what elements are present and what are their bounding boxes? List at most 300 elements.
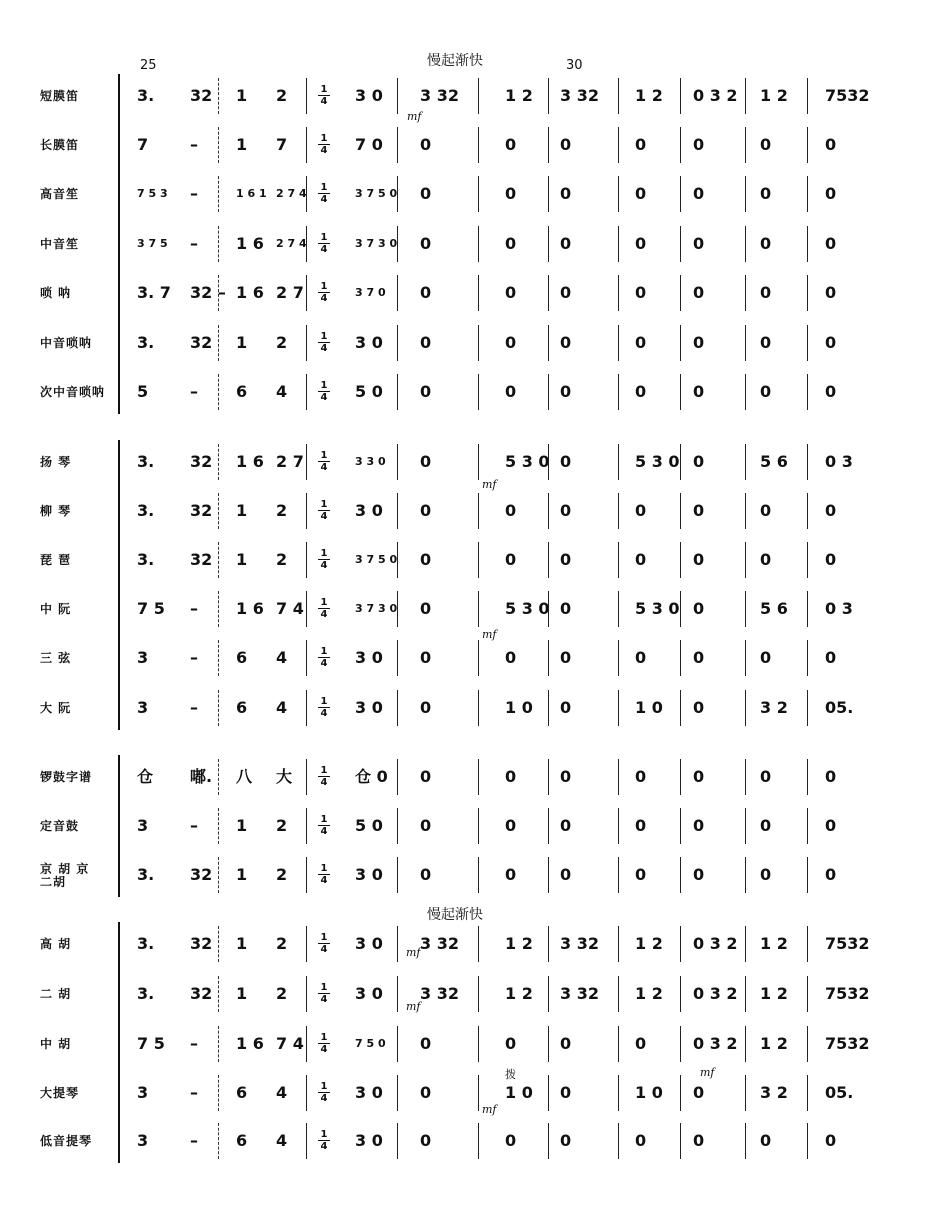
time-signature — [318, 597, 330, 620]
note-cell: 1 0 — [505, 698, 533, 717]
instrument-label: 中音唢呐 — [40, 336, 93, 350]
barline — [478, 808, 479, 844]
note-cell: 0 — [825, 135, 837, 154]
time-signature-denominator: 4 — [318, 776, 330, 788]
barline — [218, 542, 219, 578]
note-cell: 0 — [825, 865, 837, 884]
note-cell: 2 7 — [276, 452, 304, 471]
note-cell: 0 — [560, 452, 572, 471]
note-cell: 八 — [236, 767, 253, 786]
barline — [807, 976, 808, 1012]
barline — [397, 690, 398, 726]
time-signature-numerator: 1 — [320, 84, 328, 95]
barline — [397, 374, 398, 410]
instrument-label: 中音笙 — [40, 237, 80, 251]
note-cell: – — [190, 234, 198, 253]
barline — [306, 976, 307, 1012]
note-cell: 7 4 — [276, 1034, 304, 1053]
note-cell: 0 — [420, 865, 432, 884]
note-cell: 仓 — [137, 767, 154, 786]
barline — [548, 275, 549, 311]
barline — [306, 1075, 307, 1111]
barline — [397, 275, 398, 311]
note-cell: 1 — [236, 135, 248, 154]
note-cell: 3 0 — [355, 648, 383, 667]
note-cell: 0 — [693, 382, 705, 401]
barline — [680, 640, 681, 676]
barline — [306, 1026, 307, 1062]
barline — [478, 374, 479, 410]
barline — [745, 759, 746, 795]
time-signature — [318, 646, 330, 669]
note-cell: 3 — [137, 1131, 149, 1150]
note-cell: 2 — [276, 984, 288, 1003]
note-cell: 3 7 5 — [137, 237, 168, 250]
section-brace — [118, 922, 120, 1163]
note-cell: 32 — [190, 865, 213, 884]
note-cell: 0 3 — [825, 452, 853, 471]
barline — [618, 591, 619, 627]
note-cell: 1 6 — [236, 452, 264, 471]
note-cell: 3 0 — [355, 1131, 383, 1150]
time-signature-numerator: 1 — [320, 863, 328, 874]
time-signature-denominator: 4 — [318, 95, 330, 107]
barline — [680, 1075, 681, 1111]
barline — [218, 226, 219, 262]
note-cell: 0 — [760, 333, 772, 352]
instrument-label: 低音提琴 — [40, 1134, 93, 1148]
note-cell: 0 — [420, 184, 432, 203]
barline — [680, 857, 681, 893]
time-signature-denominator: 4 — [318, 657, 330, 669]
barline — [548, 976, 549, 1012]
note-cell: 0 3 2 — [693, 934, 738, 953]
instrument-label: 次中音唢呐 — [40, 385, 106, 399]
note-cell: 0 — [505, 382, 517, 401]
barline — [618, 493, 619, 529]
note-cell: – — [190, 1034, 198, 1053]
note-cell: 0 — [420, 767, 432, 786]
note-cell: 0 — [693, 1131, 705, 1150]
note-cell: 3 0 — [355, 1083, 383, 1102]
note-cell: 0 — [420, 816, 432, 835]
note-cell: 1 — [236, 333, 248, 352]
barline — [745, 176, 746, 212]
barline — [745, 976, 746, 1012]
pizzicato-mark: 拨 — [505, 1068, 516, 1081]
barline — [306, 127, 307, 163]
barline — [478, 926, 479, 962]
note-cell: 0 — [760, 234, 772, 253]
barline — [618, 690, 619, 726]
barline — [548, 493, 549, 529]
time-signature-numerator: 1 — [320, 499, 328, 510]
barline — [745, 857, 746, 893]
barline — [618, 1026, 619, 1062]
note-cell: 0 — [693, 333, 705, 352]
note-cell: 0 — [560, 501, 572, 520]
barline — [397, 808, 398, 844]
barline — [478, 275, 479, 311]
note-cell: 7 — [276, 135, 288, 154]
note-cell: 3. — [137, 984, 155, 1003]
dynamic-mf: mf — [407, 110, 422, 123]
note-cell: 1 2 — [760, 1034, 788, 1053]
barline — [618, 374, 619, 410]
barline — [397, 325, 398, 361]
note-cell: 0 — [760, 648, 772, 667]
note-cell: 0 — [560, 648, 572, 667]
note-cell: 4 — [276, 382, 288, 401]
note-cell: 3 0 — [355, 984, 383, 1003]
note-cell: 7 5 — [137, 1034, 165, 1053]
note-cell: 0 — [635, 501, 647, 520]
note-cell: 3 — [137, 1083, 149, 1102]
note-cell: 3 7 0 — [355, 286, 386, 299]
note-cell: 2 — [276, 865, 288, 884]
time-signature — [318, 1032, 330, 1055]
note-cell: 32 — [190, 333, 213, 352]
note-cell: 4 — [276, 1083, 288, 1102]
barline — [218, 444, 219, 480]
barline — [680, 127, 681, 163]
note-cell: 0 — [420, 1034, 432, 1053]
dynamic-mf: mf — [406, 1000, 421, 1013]
barline — [478, 493, 479, 529]
note-cell: 嘟. — [190, 767, 213, 786]
note-cell: – — [190, 648, 198, 667]
instrument-label: 琵 琶 — [40, 553, 72, 567]
barline — [618, 127, 619, 163]
barline — [548, 690, 549, 726]
barline — [680, 325, 681, 361]
instrument-label: 中 胡 — [40, 1037, 72, 1051]
note-cell: 0 — [635, 333, 647, 352]
barline — [680, 176, 681, 212]
note-cell: 6 — [236, 648, 248, 667]
note-cell: 0 — [560, 135, 572, 154]
tempo-marking-mid: 慢起渐快 — [427, 907, 483, 923]
barline — [478, 976, 479, 1012]
note-cell: 0 — [825, 184, 837, 203]
barline — [745, 325, 746, 361]
note-cell: 0 — [560, 599, 572, 618]
barline — [548, 1123, 549, 1159]
note-cell: 0 — [505, 1034, 517, 1053]
barline — [807, 444, 808, 480]
note-cell: 0 — [693, 234, 705, 253]
note-cell: 32 — [190, 452, 213, 471]
barline — [807, 275, 808, 311]
barline — [397, 591, 398, 627]
barline — [807, 127, 808, 163]
barline — [807, 176, 808, 212]
instrument-label: 锣鼓字谱 — [40, 770, 93, 784]
barline — [218, 275, 219, 311]
note-cell: 3 2 — [760, 1083, 788, 1102]
note-cell: 0 — [420, 599, 432, 618]
barline — [680, 1026, 681, 1062]
note-cell: 0 — [635, 816, 647, 835]
instrument-label: 唢 呐 — [40, 286, 72, 300]
barline — [306, 444, 307, 480]
time-signature-numerator: 1 — [320, 814, 328, 825]
note-cell: 3 7 3 0 — [355, 237, 398, 250]
note-cell: 7 5 0 — [355, 1037, 386, 1050]
instrument-label: 三 弦 — [40, 651, 72, 665]
barline — [618, 857, 619, 893]
note-cell: 05. — [825, 1083, 854, 1102]
note-cell: 0 — [505, 501, 517, 520]
instrument-label: 长膜笛 — [40, 138, 80, 152]
time-signature-numerator: 1 — [320, 182, 328, 193]
note-cell: 7 5 3 — [137, 187, 168, 200]
note-cell: 1 0 — [505, 1083, 533, 1102]
barline — [218, 176, 219, 212]
barline — [218, 690, 219, 726]
barline — [218, 591, 219, 627]
time-signature — [318, 765, 330, 788]
barline — [306, 275, 307, 311]
instrument-label: 柳 琴 — [40, 504, 72, 518]
time-signature — [318, 1129, 330, 1152]
barline — [807, 493, 808, 529]
time-signature — [318, 133, 330, 156]
note-cell: 0 — [505, 550, 517, 569]
barline — [397, 78, 398, 114]
note-cell: 0 — [505, 865, 517, 884]
barline — [306, 1123, 307, 1159]
note-cell: 0 — [760, 767, 772, 786]
note-cell: 3 32 — [420, 984, 459, 1003]
note-cell: 0 — [825, 382, 837, 401]
barline — [745, 640, 746, 676]
barline — [306, 78, 307, 114]
note-cell: 5 0 — [355, 382, 383, 401]
note-cell: 3 — [137, 816, 149, 835]
barline — [548, 127, 549, 163]
note-cell: 0 — [693, 865, 705, 884]
barline — [218, 976, 219, 1012]
note-cell: 0 — [560, 283, 572, 302]
barline — [478, 1026, 479, 1062]
barline — [218, 640, 219, 676]
barline — [306, 226, 307, 262]
barline — [397, 176, 398, 212]
note-cell: 2 — [276, 934, 288, 953]
barline — [397, 542, 398, 578]
note-cell: 0 3 2 — [693, 984, 738, 1003]
note-cell: 7532 — [825, 984, 870, 1003]
barline — [807, 690, 808, 726]
barline — [478, 542, 479, 578]
note-cell: 0 — [635, 1131, 647, 1150]
note-cell: 0 — [760, 135, 772, 154]
time-signature-denominator: 4 — [318, 1092, 330, 1104]
note-cell: 0 — [760, 283, 772, 302]
note-cell: 0 — [693, 184, 705, 203]
note-cell: 5 0 — [355, 816, 383, 835]
note-cell: – — [190, 816, 198, 835]
note-cell: 0 — [760, 550, 772, 569]
time-signature-numerator: 1 — [320, 380, 328, 391]
note-cell: 3 32 — [420, 86, 459, 105]
barline — [306, 640, 307, 676]
barline — [548, 926, 549, 962]
note-cell: 0 — [693, 135, 705, 154]
instrument-label: 京 胡 京二胡 — [40, 862, 90, 889]
note-cell: 3 32 — [420, 934, 459, 953]
note-cell: 0 — [760, 501, 772, 520]
barline — [745, 374, 746, 410]
note-cell: 0 — [825, 333, 837, 352]
barline — [306, 857, 307, 893]
note-cell: 0 — [693, 698, 705, 717]
barline — [548, 759, 549, 795]
time-signature-numerator: 1 — [320, 696, 328, 707]
note-cell: 1 2 — [635, 86, 663, 105]
note-cell: 0 — [420, 452, 432, 471]
note-cell: 0 — [420, 550, 432, 569]
note-cell: 5 — [137, 382, 149, 401]
note-cell: 0 — [693, 452, 705, 471]
barline — [680, 1123, 681, 1159]
note-cell: 1 2 — [760, 86, 788, 105]
note-cell: 0 — [760, 382, 772, 401]
time-signature-numerator: 1 — [320, 597, 328, 608]
note-cell: 7 4 — [276, 599, 304, 618]
note-cell: 3 — [137, 648, 149, 667]
note-cell: 0 — [505, 1131, 517, 1150]
instrument-label: 定音鼓 — [40, 819, 80, 833]
note-cell: 0 — [760, 1131, 772, 1150]
barline — [306, 176, 307, 212]
barline — [306, 808, 307, 844]
note-cell: 3 0 — [355, 865, 383, 884]
barline — [478, 1075, 479, 1111]
barline — [745, 127, 746, 163]
instrument-label: 短膜笛 — [40, 89, 80, 103]
barline — [218, 759, 219, 795]
note-cell: 32 — [190, 550, 213, 569]
note-cell: 1 — [236, 86, 248, 105]
note-cell: 0 — [760, 865, 772, 884]
instrument-label: 高 胡 — [40, 937, 72, 951]
note-cell: 0 — [825, 550, 837, 569]
note-cell: 0 — [505, 283, 517, 302]
time-signature-denominator: 4 — [318, 144, 330, 156]
barline — [218, 857, 219, 893]
note-cell: 0 — [825, 816, 837, 835]
barline — [745, 808, 746, 844]
time-signature-numerator: 1 — [320, 281, 328, 292]
note-cell: 7 0 — [355, 135, 383, 154]
barline — [218, 926, 219, 962]
tempo-marking-top: 慢起渐快 — [427, 53, 483, 69]
barline — [680, 690, 681, 726]
barline — [478, 640, 479, 676]
note-cell: 0 — [825, 501, 837, 520]
note-cell: 32 — [190, 501, 213, 520]
note-cell: 0 — [693, 501, 705, 520]
barline — [397, 857, 398, 893]
note-cell: – — [190, 184, 198, 203]
barline — [745, 1075, 746, 1111]
barline — [548, 1026, 549, 1062]
barline — [807, 591, 808, 627]
barline — [218, 78, 219, 114]
barline — [807, 78, 808, 114]
note-cell: 0 — [825, 648, 837, 667]
note-cell: – — [190, 1131, 198, 1150]
time-signature-denominator: 4 — [318, 461, 330, 473]
note-cell: 0 — [505, 333, 517, 352]
note-cell: 3 — [137, 698, 149, 717]
note-cell: 3. — [137, 501, 155, 520]
note-cell: – — [190, 1083, 198, 1102]
note-cell: 3 7 5 0 — [355, 553, 398, 566]
time-signature — [318, 281, 330, 304]
instrument-label: 大提琴 — [40, 1086, 80, 1100]
barline — [306, 926, 307, 962]
barline — [306, 759, 307, 795]
note-cell: 4 — [276, 648, 288, 667]
section-brace — [118, 755, 120, 897]
barline — [306, 325, 307, 361]
time-signature — [318, 84, 330, 107]
barline — [397, 127, 398, 163]
barline — [478, 444, 479, 480]
note-cell: 32 — [190, 86, 213, 105]
barline — [397, 444, 398, 480]
note-cell: – — [190, 599, 198, 618]
barline — [807, 325, 808, 361]
barline — [807, 542, 808, 578]
barline — [478, 690, 479, 726]
note-cell: 3 3 0 — [355, 455, 386, 468]
time-signature-denominator: 4 — [318, 391, 330, 403]
note-cell: 0 — [505, 234, 517, 253]
barline — [680, 493, 681, 529]
note-cell: 7532 — [825, 86, 870, 105]
barline — [618, 1123, 619, 1159]
time-signature-denominator: 4 — [318, 993, 330, 1005]
barline — [397, 1123, 398, 1159]
time-signature-denominator: 4 — [318, 825, 330, 837]
note-cell: 0 — [420, 698, 432, 717]
time-signature-denominator: 4 — [318, 1140, 330, 1152]
time-signature-denominator: 4 — [318, 559, 330, 571]
note-cell: 0 — [560, 333, 572, 352]
note-cell: 3 32 — [560, 984, 599, 1003]
note-cell: 0 — [420, 234, 432, 253]
barline — [218, 493, 219, 529]
time-signature-numerator: 1 — [320, 932, 328, 943]
time-signature — [318, 863, 330, 886]
barline — [618, 808, 619, 844]
note-cell: 1 0 — [635, 698, 663, 717]
note-cell: 0 3 2 — [693, 86, 738, 105]
barline — [218, 808, 219, 844]
note-cell: 1 2 — [635, 934, 663, 953]
dynamic-mf: mf — [482, 478, 497, 491]
note-cell: 3. — [137, 333, 155, 352]
note-cell: 3. — [137, 550, 155, 569]
note-cell: 0 — [505, 767, 517, 786]
instrument-label: 高音笙 — [40, 187, 80, 201]
barline — [745, 78, 746, 114]
note-cell: 1 6 1 — [236, 187, 267, 200]
